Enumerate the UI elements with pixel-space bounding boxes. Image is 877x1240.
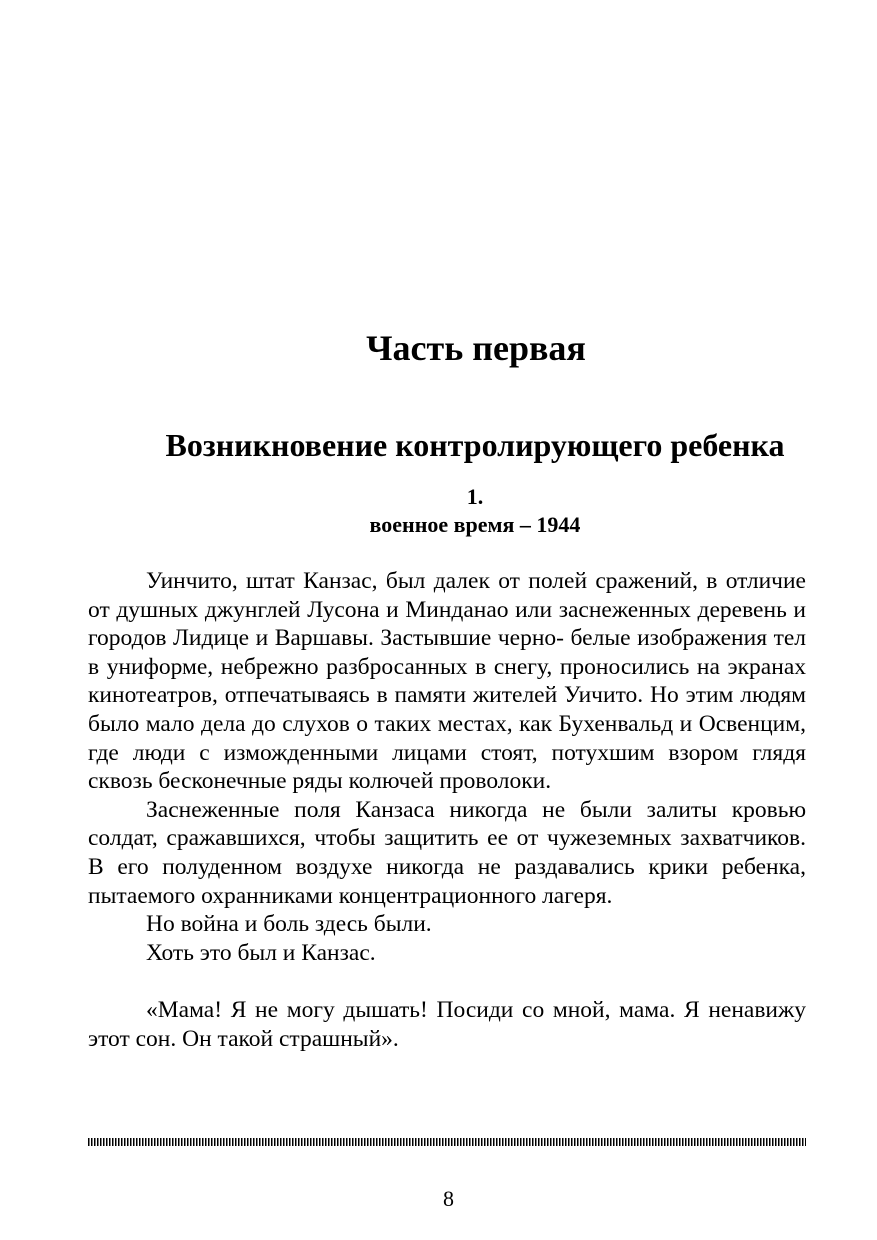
paragraph-5: «Мама! Я не могу дышать! Посиди со мной, мама. Я ненавижу этот сон. Он такой страшный». <box>88 996 806 1052</box>
footer-divider <box>88 1138 806 1146</box>
chapter-title: Возникновение контролирующего ребенка <box>165 426 785 463</box>
body-text <box>88 567 806 1053</box>
page-number: 8 <box>443 1186 454 1211</box>
paragraph-2: Заснеженные поля Канзаса никогда не были залиты кровью солдат, сражавшихся, чтобы защитить ее от чужеземных захватчиков. В его полуденном воздухе никогда не раздавались крики ребенка, пытаемого охранниками концентрационного лагеря. <box>88 796 806 909</box>
paragraph-4: Хоть это был и Канзас. <box>146 939 376 966</box>
paragraph-1: Уинчито, штат Канзас, был далек от полей сражений, в отличие от душных джунглей Лусона и Минданао или заснеженных деревень и городов Лидице и Варшавы. Застывшие черно- белые изображения тел в униформе, небрежно разбросанных в снегу, проносились на экранах кинотеатров, отпечатываясь в памяти жителей Уичито. Но этим людям было мало дела до слухов о таких местах, как Бухенвальд и Освенцим, где люди с изможденными лицами стоят, потухшим взором глядя сквозь бесконечные ряды колючей проволоки. <box>88 568 806 795</box>
paragraph-3: Но война и боль здесь были. <box>146 911 432 938</box>
part-title: Часть первая <box>366 328 586 369</box>
chapter-number: 1. <box>466 484 484 509</box>
chapter-subtitle: военное время – 1944 <box>369 512 581 537</box>
